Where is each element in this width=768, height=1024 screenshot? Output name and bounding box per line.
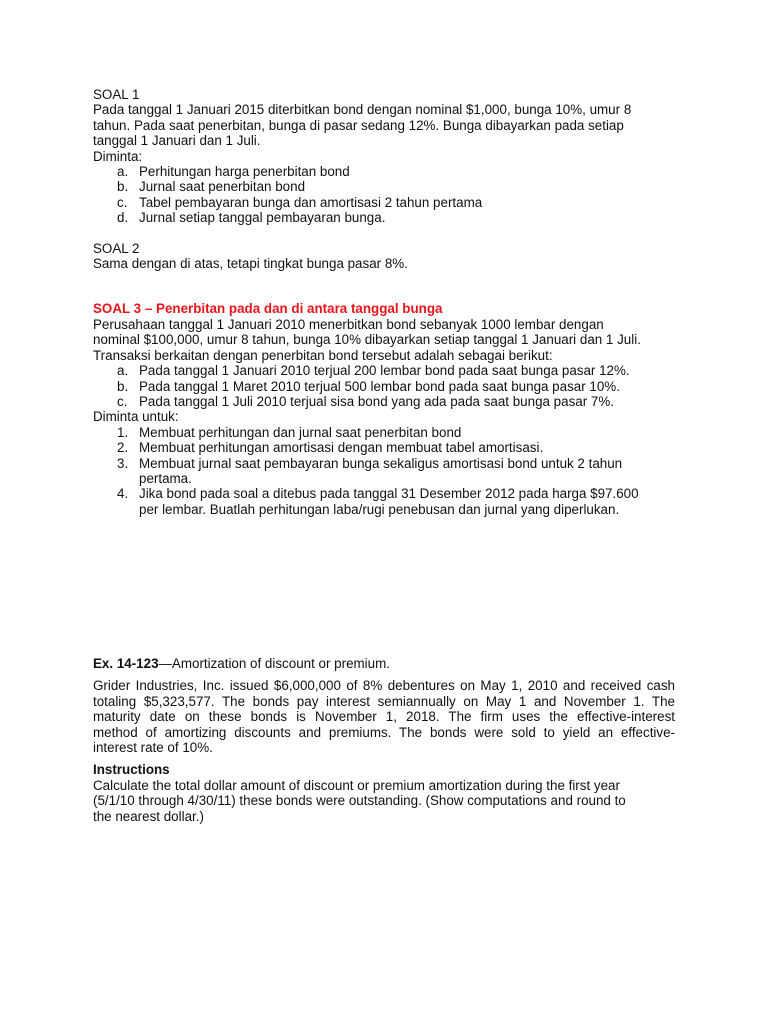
soal-3-tasks-list: [93, 425, 678, 517]
list-item-text: Membuat jurnal saat pembayaran bunga sekaligus amortisasi bond untuk 2 tahun: [139, 455, 623, 471]
soal-3-section: [93, 301, 678, 517]
list-marker: 1.: [117, 424, 129, 440]
exercise-number: Ex. 14-123: [93, 656, 159, 671]
list-marker: b.: [117, 179, 129, 195]
list-item-text: Jurnal setiap tanggal pembayaran bunga.: [139, 210, 386, 226]
list-item: [93, 456, 678, 487]
list-marker: 4.: [117, 486, 129, 502]
list-item-text: Pada tanggal 1 Januari 2010 terjual 200 lembar bond pada saat bunga pasar 12%.: [139, 363, 630, 379]
spacer: [93, 226, 678, 241]
exercise-heading: [93, 656, 675, 671]
spacer: [93, 671, 675, 678]
list-item-text: Jurnal saat penerbitan bond: [139, 179, 306, 195]
list-marker: d.: [117, 210, 129, 226]
soal-2-section: [93, 241, 678, 272]
list-item: [93, 179, 678, 194]
soal-1-section: [93, 87, 678, 226]
exercise-section: [93, 656, 675, 824]
soal-1-diminta: Diminta:: [93, 148, 143, 164]
document-body: [93, 87, 678, 517]
list-item: [93, 164, 678, 179]
list-item: [93, 363, 678, 378]
list-marker: a.: [117, 164, 129, 180]
exercise-paragraph-line: maturity date on these bonds is November 1, 2018. The firm uses the effective-interest: [93, 709, 675, 725]
list-item-text: Pada tanggal 1 Juli 2010 terjual sisa bond yang ada pada saat bunga pasar 7%.: [139, 393, 614, 409]
soal-3-paragraph-line: Transaksi berkaitan dengan penerbitan bond tersebut adalah sebagai berikut:: [93, 347, 553, 363]
list-item-text-continued: per lembar. Buatlah perhitungan laba/rugi penebusan dan jurnal yang diperlukan.: [139, 501, 620, 517]
list-item: [93, 195, 678, 210]
soal-3-paragraph-line: nominal $100,000, umur 8 tahun, bunga 10% dibayarkan setiap tanggal 1 Januari dan 1 Juli.: [93, 332, 641, 348]
list-item: [93, 440, 678, 455]
list-marker: b.: [117, 378, 129, 394]
list-item-text: Tabel pembayaran bunga dan amortisasi 2 tahun pertama: [139, 194, 483, 210]
exercise-subtitle: —Amortization of discount or premium.: [158, 656, 390, 671]
list-item: [93, 394, 678, 409]
list-marker: a.: [117, 363, 129, 379]
soal-3-paragraph-line: Perusahaan tanggal 1 Januari 2010 menerbitkan bond sebanyak 1000 lembar dengan: [93, 316, 604, 332]
soal-1-list: [93, 164, 678, 226]
list-item: [93, 379, 678, 394]
list-item-text: Membuat perhitungan amortisasi dengan membuat tabel amortisasi.: [139, 440, 544, 456]
list-item-text: Pada tanggal 1 Maret 2010 terjual 500 lembar bond pada saat bunga pasar 10%.: [139, 378, 620, 394]
spacer: [93, 271, 678, 286]
soal-2-text: Sama dengan di atas, tetapi tingkat bunga pasar 8%.: [93, 256, 408, 272]
soal-2-title: SOAL 2: [93, 240, 140, 256]
list-item: [93, 425, 678, 440]
soal-1-paragraph-line: tanggal 1 Januari dan 1 Juli.: [93, 133, 261, 149]
soal-1-title: SOAL 1: [93, 87, 140, 102]
list-item-text: Perhitungan harga penerbitan bond: [139, 164, 350, 180]
soal-1-paragraph-line: tahun. Pada saat penerbitan, bunga di pasar sedang 12%. Bunga dibayarkan pada setiap: [93, 117, 624, 133]
soal-1-paragraph-line: Pada tanggal 1 Januari 2015 diterbitkan bond dengan nominal $1,000, bunga 10%, umur 8: [93, 102, 632, 118]
spacer: [93, 286, 678, 301]
instructions-line: the nearest dollar.): [93, 808, 204, 824]
exercise-paragraph-line: totaling $5,323,577. The bonds pay interest semiannually on May 1 and November 1. The: [93, 693, 675, 709]
exercise-paragraph: [93, 678, 675, 755]
soal-3-title: SOAL 3 – Penerbitan pada dan di antara tanggal bunga: [93, 301, 443, 317]
soal-3-diminta: Diminta untuk:: [93, 409, 179, 425]
list-marker: c.: [117, 194, 128, 210]
list-item: [93, 486, 678, 517]
exercise-paragraph-line: interest rate of 10%.: [93, 740, 213, 756]
instructions-line: (5/1/10 through 4/30/11) these bonds were outstanding. (Show computations and round to: [93, 793, 626, 809]
list-item-text: Membuat perhitungan dan jurnal saat penerbitan bond: [139, 424, 462, 440]
instructions-heading: Instructions: [93, 762, 170, 778]
spacer: [93, 755, 675, 762]
instructions-line: Calculate the total dollar amount of discount or premium amortization during the first year: [93, 777, 620, 793]
list-item-text: Jika bond pada soal a ditebus pada tanggal 31 Desember 2012 pada harga $97.600: [139, 486, 639, 502]
list-marker: 2.: [117, 440, 129, 456]
list-item-text-continued: pertama.: [139, 470, 192, 486]
exercise-paragraph-line: method of amortizing discounts and premiums. The bonds were sold to yield an effective-: [93, 724, 675, 740]
list-item: [93, 210, 678, 225]
list-marker: c.: [117, 393, 128, 409]
soal-3-transactions-list: [93, 363, 678, 409]
exercise-paragraph-line: Grider Industries, Inc. issued $6,000,000 of 8% debentures on May 1, 2010 and received cash: [93, 678, 675, 694]
list-marker: 3.: [117, 455, 129, 471]
